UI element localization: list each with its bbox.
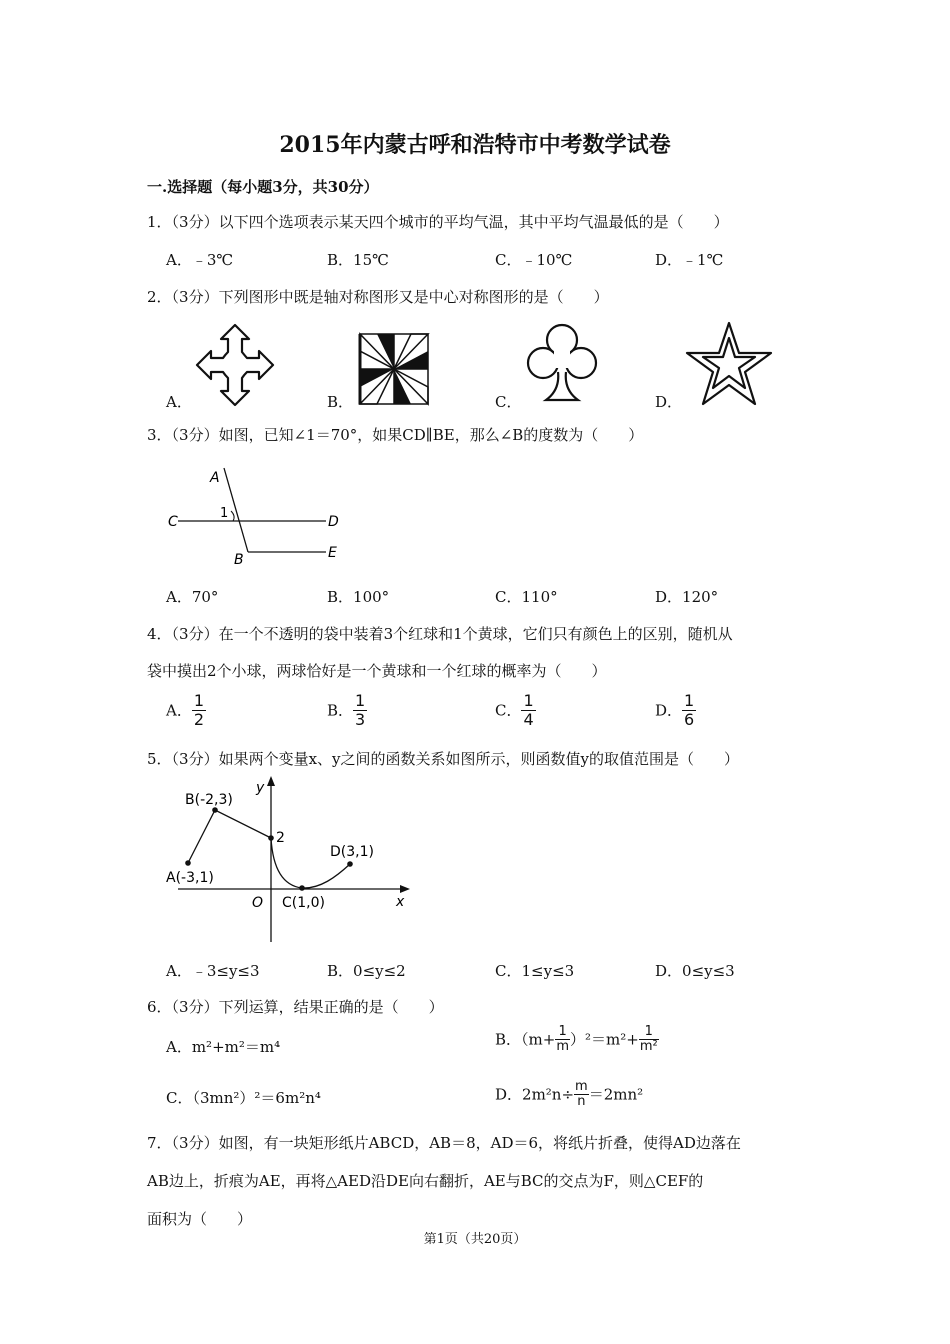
y-axis-label: y xyxy=(256,780,265,796)
q2-option-c: C． xyxy=(495,393,522,411)
q2-option-a: A． xyxy=(166,393,192,411)
question-7-line-3: 面积为（ ） xyxy=(147,1210,253,1228)
q5-option-b: B．0≤y≤2 xyxy=(327,962,406,980)
question-2: 2．（3分）下列图形中既是轴对称图形又是中心对称图形的是（ ） xyxy=(147,288,609,306)
q1-option-d: D．﹣1℃ xyxy=(655,251,724,269)
q3-option-d: D．120° xyxy=(655,588,719,606)
q4-option-d: D． $\frac{1}{6}$ xyxy=(655,691,695,729)
label-b: B xyxy=(234,552,244,568)
q5-option-d: D．0≤y≤3 xyxy=(655,962,735,980)
label-c: C xyxy=(168,514,178,530)
question-7-line-1: 7．（3分）如图，有一块矩形纸片ABCD，AB＝8，AD＝6，将纸片折叠，使得AD边落在 xyxy=(147,1134,741,1152)
q4-option-c: C． $\frac{1}{4}$ xyxy=(495,691,534,729)
origin-label: O xyxy=(252,895,264,911)
question-4-line-1: 4．（3分）在一个不透明的袋中装着3个红球和1个黄球，它们只有颜色上的区别，随机从 xyxy=(147,625,733,643)
four-arrow-figure xyxy=(194,323,276,407)
pinwheel-figure xyxy=(356,330,432,408)
q5-option-c: C．1≤y≤3 xyxy=(495,962,575,980)
page-footer: 第1页（共20页） xyxy=(423,1232,527,1247)
point-b-label: B(-2,3) xyxy=(185,792,233,808)
q3-option-c: C．110° xyxy=(495,588,558,606)
q6-option-b: B．（m+ $\frac{1}{m}$ ）²＝m²+ $\frac{1}{\text{m²}}$ xyxy=(495,1024,658,1054)
star-figure xyxy=(684,320,774,408)
q3-option-b: B．100° xyxy=(327,588,390,606)
q2-option-d: D． xyxy=(655,393,683,411)
section-heading: 一.选择题（每小题3分，共30分） xyxy=(147,178,379,196)
q1-option-a: A．﹣3℃ xyxy=(166,251,234,269)
point-c-label: C(1,0) xyxy=(282,895,325,911)
q1-option-c: C．﹣10℃ xyxy=(495,251,573,269)
question-1: 1．（3分）以下四个选项表示某天四个城市的平均气温，其中平均气温最低的是（ ） xyxy=(147,213,729,231)
function-graph xyxy=(160,772,416,944)
club-figure xyxy=(524,322,600,406)
q6-option-c: C．（3mn²）²＝6m²n⁴ xyxy=(166,1089,321,1107)
question-7-line-2: AB边上，折痕为AE，再将△AED沿DE向右翻折，AE与BC的交点为F，则△CEF的 xyxy=(147,1172,704,1190)
q5-option-a: A．﹣3≤y≤3 xyxy=(166,962,260,980)
x-axis-label: x xyxy=(396,894,405,910)
question-6: 6．（3分）下列运算，结果正确的是（ ） xyxy=(147,998,444,1016)
q4-option-b: B． $\frac{1}{3}$ xyxy=(327,691,366,729)
q1-option-b: B．15℃ xyxy=(327,251,389,269)
question-5: 5．（3分）如果两个变量x、y之间的函数关系如图所示，则函数值y的取值范围是（ ） xyxy=(147,750,739,768)
point-d-label: D(3,1) xyxy=(330,844,374,860)
label-a: A xyxy=(210,470,220,486)
point-a-label: A(-3,1) xyxy=(166,870,214,886)
q2-option-b: B． xyxy=(327,393,354,411)
q6-option-d: D．2m²n÷ $\frac{m}{n}$ ＝2mn² xyxy=(495,1079,644,1109)
y-intercept-label: 2 xyxy=(276,830,285,846)
page-title: 2015年内蒙古呼和浩特市中考数学试卷 xyxy=(279,132,671,158)
question-4-line-2: 袋中摸出2个小球，两球恰好是一个黄球和一个红球的概率为（ ） xyxy=(147,662,607,680)
q3-option-a: A．70° xyxy=(166,588,219,606)
q4-option-a: A． $\frac{1}{2}$ xyxy=(166,691,205,729)
label-e: E xyxy=(328,545,337,561)
label-d: D xyxy=(328,514,339,530)
q6-option-a: A．m²+m²＝m⁴ xyxy=(166,1038,281,1056)
parallel-lines-figure xyxy=(164,464,354,572)
question-3: 3．（3分）如图，已知∠1＝70°，如果CD∥BE，那么∠B的度数为（ ） xyxy=(147,426,644,444)
label-angle-1: 1 xyxy=(220,506,229,521)
